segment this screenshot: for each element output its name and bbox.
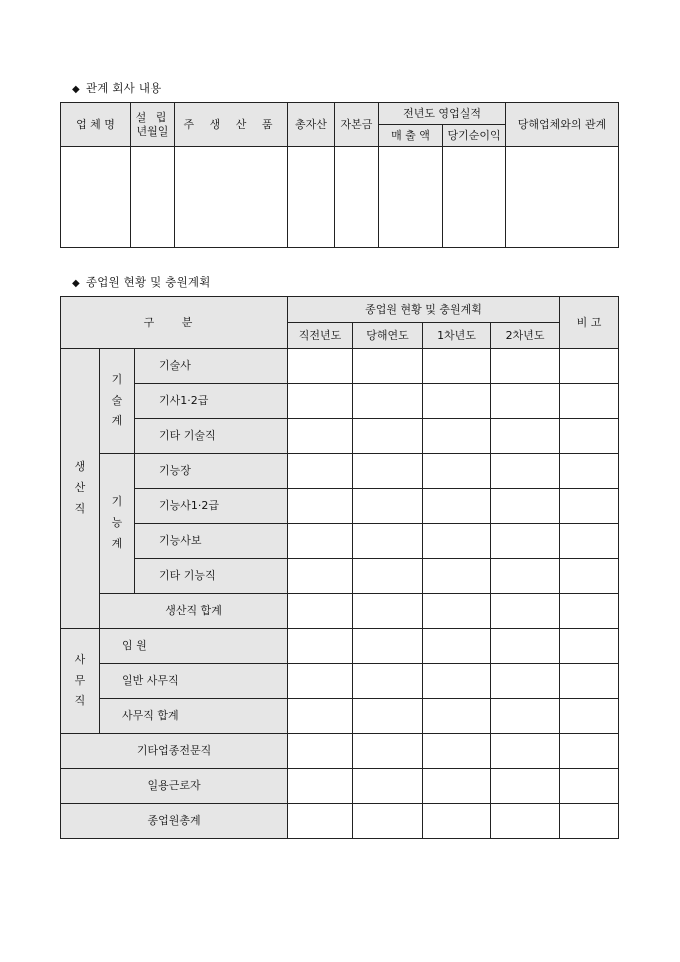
- cell-company-name[interactable]: [61, 147, 131, 248]
- row-label-engineer-1-2: 기사1·2급: [135, 384, 288, 419]
- data-cell[interactable]: [491, 594, 560, 629]
- data-cell[interactable]: [491, 524, 560, 559]
- data-cell[interactable]: [288, 349, 353, 384]
- header-remarks: 비 고: [560, 297, 619, 349]
- cell-net-income[interactable]: [443, 147, 506, 248]
- data-cell[interactable]: [560, 454, 619, 489]
- data-cell[interactable]: [288, 594, 353, 629]
- data-cell[interactable]: [353, 349, 423, 384]
- row-label-master-craftsman: 기능장: [135, 454, 288, 489]
- table-row: [61, 664, 619, 699]
- table-row: [61, 804, 619, 839]
- data-cell[interactable]: [560, 384, 619, 419]
- data-cell[interactable]: [423, 594, 491, 629]
- row-label-engineer: 기술사: [135, 349, 288, 384]
- section1-title: ◆ 관계 회사 내용: [72, 81, 162, 95]
- group-technical: 기술계: [100, 349, 135, 454]
- data-cell[interactable]: [491, 804, 560, 839]
- data-cell[interactable]: [288, 419, 353, 454]
- data-cell[interactable]: [353, 559, 423, 594]
- header-capital: 자본금: [335, 103, 379, 147]
- data-cell[interactable]: [423, 769, 491, 804]
- data-cell[interactable]: [353, 664, 423, 699]
- header-year-current: 당해연도: [353, 323, 423, 349]
- data-cell[interactable]: [353, 699, 423, 734]
- data-cell[interactable]: [560, 804, 619, 839]
- section2-title: ◆ 종업원 현황 및 충원계획: [72, 275, 211, 289]
- row-label-other-technical: 기타 기술직: [135, 419, 288, 454]
- data-cell[interactable]: [491, 454, 560, 489]
- cell-total-assets[interactable]: [288, 147, 335, 248]
- cell-sales[interactable]: [379, 147, 443, 248]
- header-year-1: 1차년도: [423, 323, 491, 349]
- data-cell[interactable]: [423, 349, 491, 384]
- table-row: [61, 629, 619, 664]
- header-company-name: 업 체 명: [61, 103, 131, 147]
- table-row: [61, 349, 619, 384]
- data-cell[interactable]: [560, 559, 619, 594]
- data-cell[interactable]: [491, 664, 560, 699]
- data-cell[interactable]: [560, 349, 619, 384]
- data-cell[interactable]: [353, 524, 423, 559]
- related-company-table: [60, 102, 619, 248]
- data-cell[interactable]: [560, 734, 619, 769]
- table-row: [61, 559, 619, 594]
- table-row: [61, 769, 619, 804]
- data-cell[interactable]: [288, 734, 353, 769]
- row-label-other-skill: 기타 기능직: [135, 559, 288, 594]
- data-cell[interactable]: [491, 769, 560, 804]
- data-cell[interactable]: [353, 594, 423, 629]
- header-sales: 매 출 액: [379, 125, 443, 147]
- group-office: 사무직: [61, 629, 100, 734]
- employee-status-table: [60, 296, 619, 839]
- data-cell[interactable]: [423, 699, 491, 734]
- data-cell[interactable]: [353, 769, 423, 804]
- group-skill: 기능계: [100, 454, 135, 594]
- data-cell[interactable]: [288, 489, 353, 524]
- header-status-plan: 종업원 현황 및 충원계획: [288, 297, 560, 323]
- data-cell[interactable]: [423, 664, 491, 699]
- group-production: 생산직: [61, 349, 100, 629]
- data-cell[interactable]: [560, 769, 619, 804]
- data-cell[interactable]: [491, 419, 560, 454]
- data-cell[interactable]: [353, 384, 423, 419]
- data-cell[interactable]: [353, 629, 423, 664]
- table-row: [61, 699, 619, 734]
- cell-relation[interactable]: [506, 147, 619, 248]
- row-label-general-office: 일반 사무직: [100, 664, 288, 699]
- cell-capital[interactable]: [335, 147, 379, 248]
- data-cell[interactable]: [491, 349, 560, 384]
- data-cell[interactable]: [288, 524, 353, 559]
- table-row: [61, 147, 619, 248]
- data-cell[interactable]: [491, 699, 560, 734]
- data-cell[interactable]: [491, 384, 560, 419]
- data-cell[interactable]: [288, 454, 353, 489]
- data-cell[interactable]: [491, 559, 560, 594]
- header-total-assets: 총자산: [288, 103, 335, 147]
- header-year-prev: 직전년도: [288, 323, 353, 349]
- data-cell[interactable]: [288, 664, 353, 699]
- data-cell[interactable]: [560, 524, 619, 559]
- data-cell[interactable]: [560, 664, 619, 699]
- table-row: [61, 489, 619, 524]
- header-founded: 설 립 년월일: [131, 103, 175, 147]
- cell-main-product[interactable]: [175, 147, 288, 248]
- data-cell[interactable]: [560, 629, 619, 664]
- data-cell[interactable]: [423, 559, 491, 594]
- table-row: [61, 454, 619, 489]
- row-label-executives: 임 원: [100, 629, 288, 664]
- data-cell[interactable]: [491, 489, 560, 524]
- header-main-product: 주 생 산 품: [175, 103, 288, 147]
- data-cell[interactable]: [423, 804, 491, 839]
- header-category: 구 분: [61, 297, 288, 349]
- data-cell[interactable]: [560, 594, 619, 629]
- cell-founded[interactable]: [131, 147, 175, 248]
- row-label-office-total: 사무직 합계: [100, 699, 288, 734]
- header-prev-year-performance: 전년도 영업실적: [379, 103, 506, 125]
- data-cell[interactable]: [353, 804, 423, 839]
- table-row: [61, 594, 619, 629]
- row-label-other-professional: 기타업종전문직: [61, 734, 288, 769]
- data-cell[interactable]: [423, 524, 491, 559]
- data-cell[interactable]: [423, 384, 491, 419]
- row-label-grand-total: 종업원총계: [61, 804, 288, 839]
- data-cell[interactable]: [423, 489, 491, 524]
- table-row: [61, 734, 619, 769]
- table-row: [61, 384, 619, 419]
- data-cell[interactable]: [423, 454, 491, 489]
- data-cell[interactable]: [288, 629, 353, 664]
- data-cell[interactable]: [353, 734, 423, 769]
- data-cell[interactable]: [288, 559, 353, 594]
- data-cell[interactable]: [288, 699, 353, 734]
- row-label-production-total: 생산직 합계: [100, 594, 288, 629]
- data-cell[interactable]: [491, 734, 560, 769]
- data-cell[interactable]: [560, 419, 619, 454]
- row-label-craftsman-1-2: 기능사1·2급: [135, 489, 288, 524]
- data-cell[interactable]: [353, 489, 423, 524]
- data-cell[interactable]: [353, 419, 423, 454]
- data-cell[interactable]: [353, 454, 423, 489]
- table-row: [61, 419, 619, 454]
- data-cell[interactable]: [423, 629, 491, 664]
- row-label-daily-workers: 일용근로자: [61, 769, 288, 804]
- data-cell[interactable]: [288, 804, 353, 839]
- data-cell[interactable]: [560, 489, 619, 524]
- data-cell[interactable]: [423, 419, 491, 454]
- data-cell[interactable]: [288, 769, 353, 804]
- data-cell[interactable]: [423, 734, 491, 769]
- header-net-income: 당기순이익: [443, 125, 506, 147]
- header-year-2: 2차년도: [491, 323, 560, 349]
- row-label-craftsman-assistant: 기능사보: [135, 524, 288, 559]
- data-cell[interactable]: [288, 384, 353, 419]
- diamond-bullet-icon: ◆: [72, 278, 80, 289]
- data-cell[interactable]: [491, 629, 560, 664]
- diamond-bullet-icon: ◆: [72, 84, 80, 95]
- header-relation: 당해업체와의 관계: [506, 103, 619, 147]
- table-row: [61, 524, 619, 559]
- data-cell[interactable]: [560, 699, 619, 734]
